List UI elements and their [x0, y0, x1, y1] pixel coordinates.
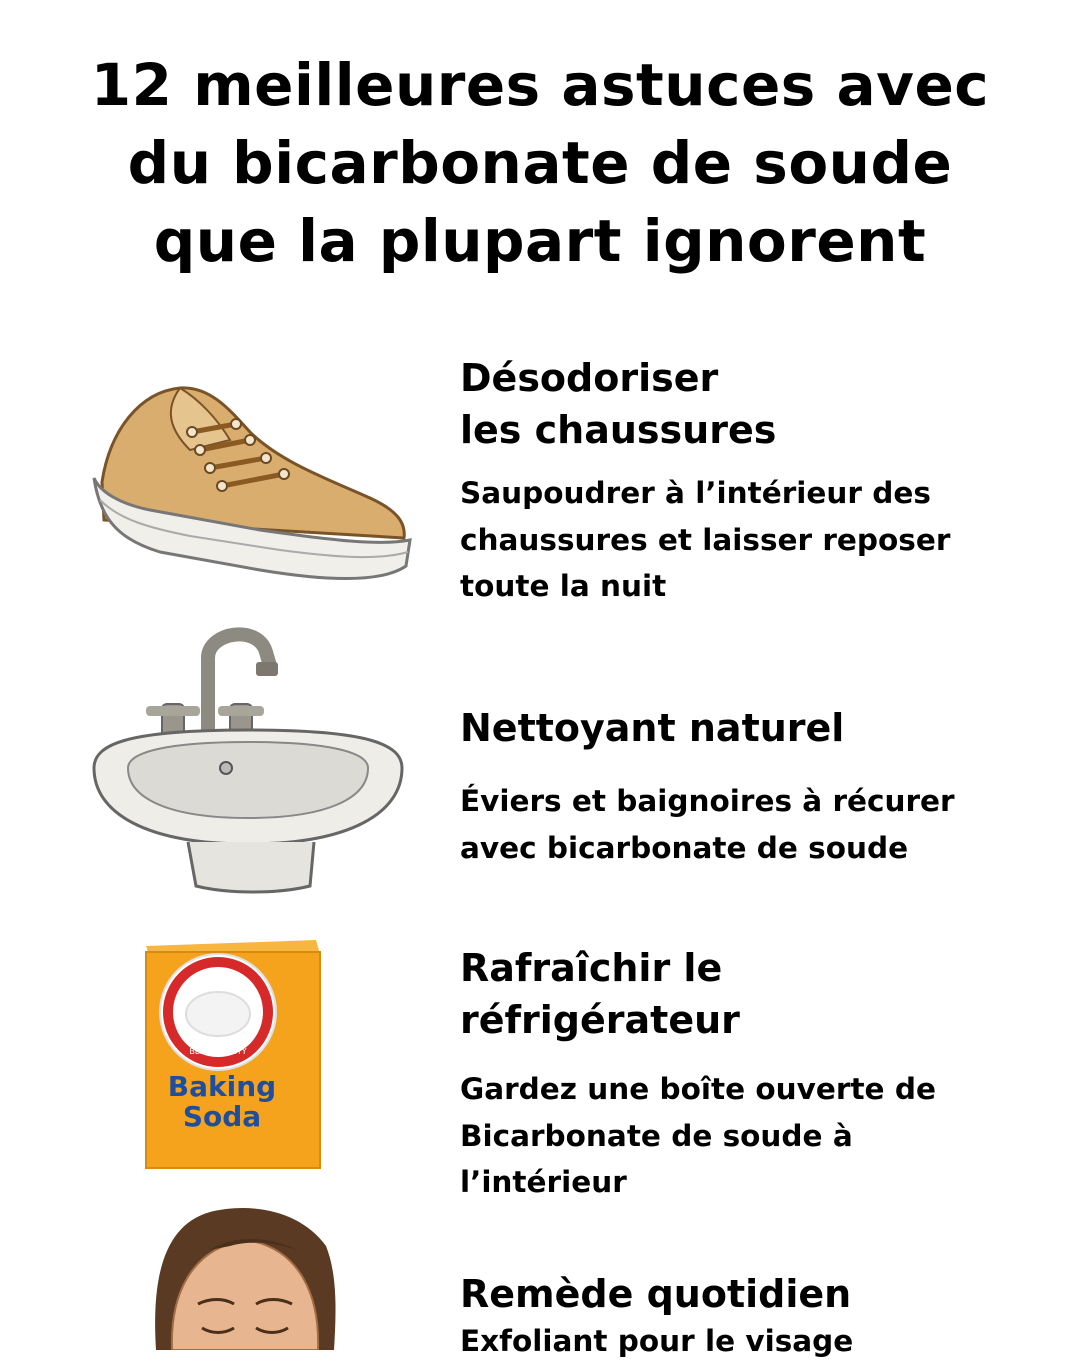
- shoe-icon: [80, 370, 420, 600]
- page-title: [0, 46, 1080, 280]
- tip-description: [460, 470, 950, 610]
- heading-line: Désodoriser: [460, 356, 719, 400]
- heading-line: les chaussures: [460, 408, 777, 452]
- desc-line: Exfoliant pour le visage: [460, 1324, 854, 1358]
- title-line: du bicarbonate de soude: [127, 129, 953, 197]
- tip-description: [460, 778, 955, 871]
- desc-line: Saupoudrer à l’intérieur des: [460, 476, 931, 510]
- tip-heading: [460, 702, 844, 754]
- heading-line: Remède quotidien: [460, 1272, 852, 1316]
- desc-line: chaussures et laisser reposer: [460, 522, 951, 557]
- tip-heading: [460, 352, 776, 456]
- sink-icon: [88, 618, 408, 898]
- desc-line: Éviers et baignoires à récurer: [460, 784, 955, 818]
- title-line: 12 meilleures astuces avec: [90, 51, 990, 119]
- box-label: Soda: [182, 1100, 262, 1133]
- title-line: que la plupart ignorent: [153, 207, 927, 275]
- tip-heading: [460, 1268, 851, 1320]
- face-icon: [150, 1206, 340, 1350]
- tip-description: [460, 1318, 853, 1365]
- desc-line: Bicarbonate de soude à: [460, 1118, 853, 1153]
- desc-line: avec bicarbonate de soude: [460, 830, 909, 865]
- heading-line: Nettoyant naturel: [460, 706, 845, 750]
- heading-line: Rafraîchir le: [460, 946, 723, 990]
- desc-line: toute la nuit: [460, 569, 667, 603]
- box-label: Baking: [167, 1070, 277, 1103]
- tip-description: [460, 1066, 936, 1206]
- tip-heading: [460, 942, 740, 1046]
- baking-soda-box-icon: [144, 936, 322, 1172]
- desc-line: Gardez une boîte ouverte de: [460, 1072, 936, 1106]
- heading-line: réfrigérateur: [460, 998, 740, 1042]
- box-seal: BEST QUALITY: [189, 1047, 247, 1056]
- desc-line: l’intérieur: [460, 1165, 627, 1199]
